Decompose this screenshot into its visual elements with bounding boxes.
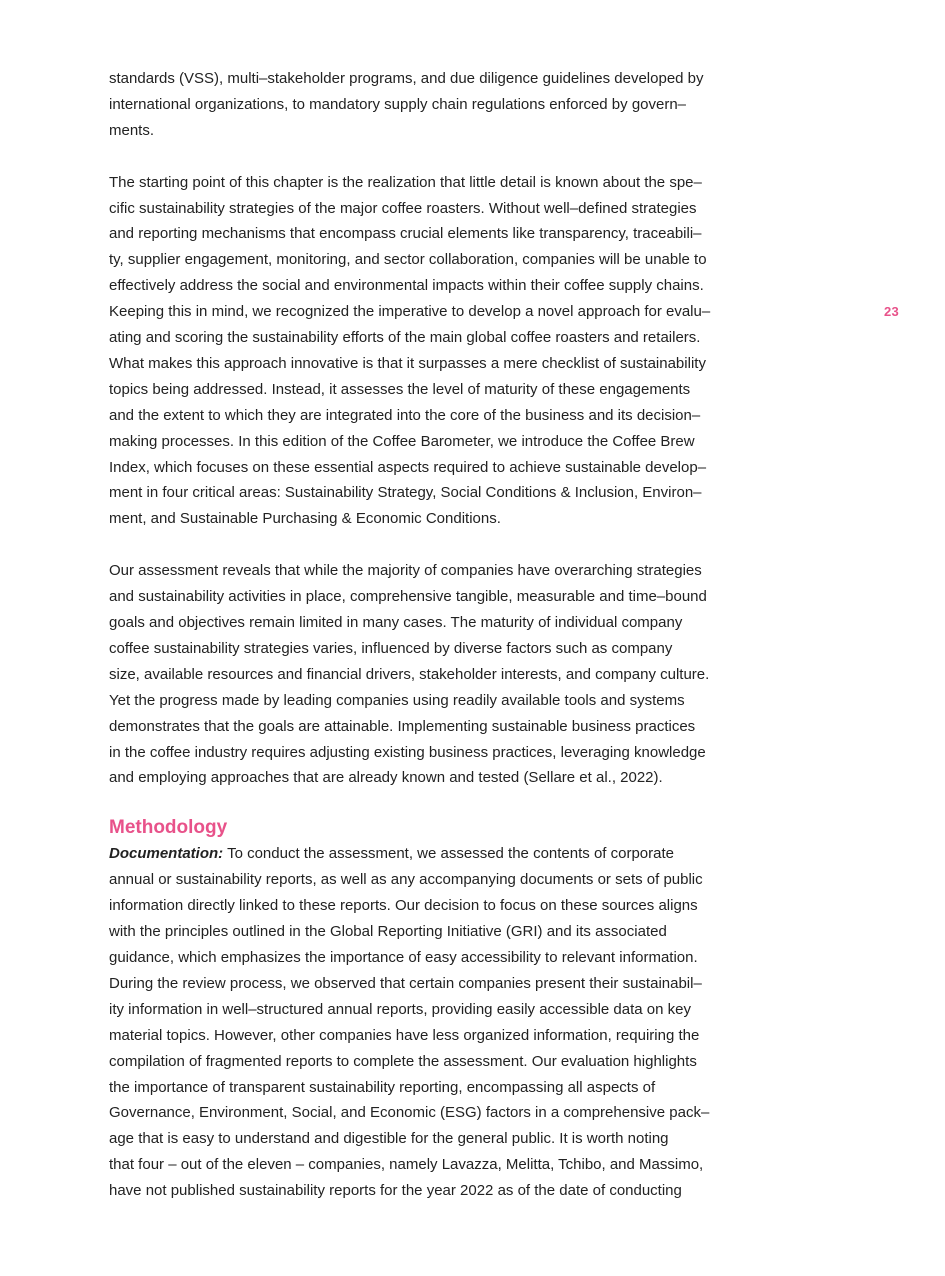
- intro-paragraph-1: standards (VSS), multi–stakeholder programs, and due diligence guidelines developed by international organizations, to mandatory supply chain regulations enforced by govern– ments.: [109, 70, 704, 139]
- section-heading-methodology: Methodology: [109, 817, 228, 839]
- document-body: [109, 66, 739, 1204]
- methodology-paragraph: [109, 841, 739, 1204]
- methodology-body-text: To conduct the assessment, we assessed the contents of corporate annual or sustainability reports, as well as any accompanying documents or sets of public information directly linked to these reports. Our decision to focus on these sources aligns with the principles outlined in the Global Reporting Initiative (GRI) and its associated guidance, which emphasizes the importance of easy accessibility to relevant information. During the review process, we observed that certain companies present their sustainabil– ity information in well–structured annual reports, providing easily accessible data on key material topics. However, other companies have less organized information, requiring the compilation of fragmented reports to complete the assessment. Our evaluation highlights the importance of transparent sustainability reporting, encompassing all aspects of Governance, Environment, Social, and Economic (ESG) factors in a comprehensive pack– age that is easy to understand and digestible for the general public. It is worth noting that four – out of the eleven – companies, namely Lavazza, Melitta, Tchibo, and Massimo, have not published sustainability reports for the year 2022 as of the date of conducting: [109, 845, 710, 1200]
- methodology-lead-term: Documentation:: [109, 845, 224, 863]
- page-number: 23: [884, 304, 900, 319]
- intro-paragraph-3: Our assessment reveals that while the majority of companies have overarching strategies and sustainability activities in place, comprehensive tangible, measurable and time–bound goals and objectives remain limited in many cases. The maturity of individual company coffee sustainability strategies varies, influenced by diverse factors such as company size, available resources and financial drivers, stakeholder interests, and company culture. Yet the progress made by leading companies using readily available tools and systems demonstrates that the goals are attainable. Implementing sustainable business practices in the coffee industry requires adjusting existing business practices, leveraging knowledge and employing approaches that are already known and tested (Sellare et al., 2022).: [109, 562, 710, 787]
- intro-paragraph-2: The starting point of this chapter is the realization that little detail is known about the spe– cific sustainability strategies of the major coffee roasters. Without well–defined strategies and reporting mechanisms that encompass crucial elements like transparency, traceabili– ty, supplier engagement, monitoring, and sector collaboration, companies will be unable to effectively address the social and environmental impacts within their coffee supply chains. Keeping this in mind, we recognized the imperative to develop a novel approach for evalu– ating and scoring the sustainability efforts of the main global coffee roasters and retailers. What makes this approach innovative is that it surpasses a mere checklist of sustainability topics being addressed. Instead, it assesses the level of maturity of these engagements and the extent to which they are integrated into the core of the business and its decision– making processes. In this edition of the Coffee Barometer, we introduce the Coffee Brew Index, which focuses on these essential aspects required to achieve sustainable develop– ment in four critical areas: Sustainability Strategy, Social Conditions & Inclusion, Environ– ment, and Sustainable Purchasing & Economic Conditions.: [109, 173, 711, 528]
